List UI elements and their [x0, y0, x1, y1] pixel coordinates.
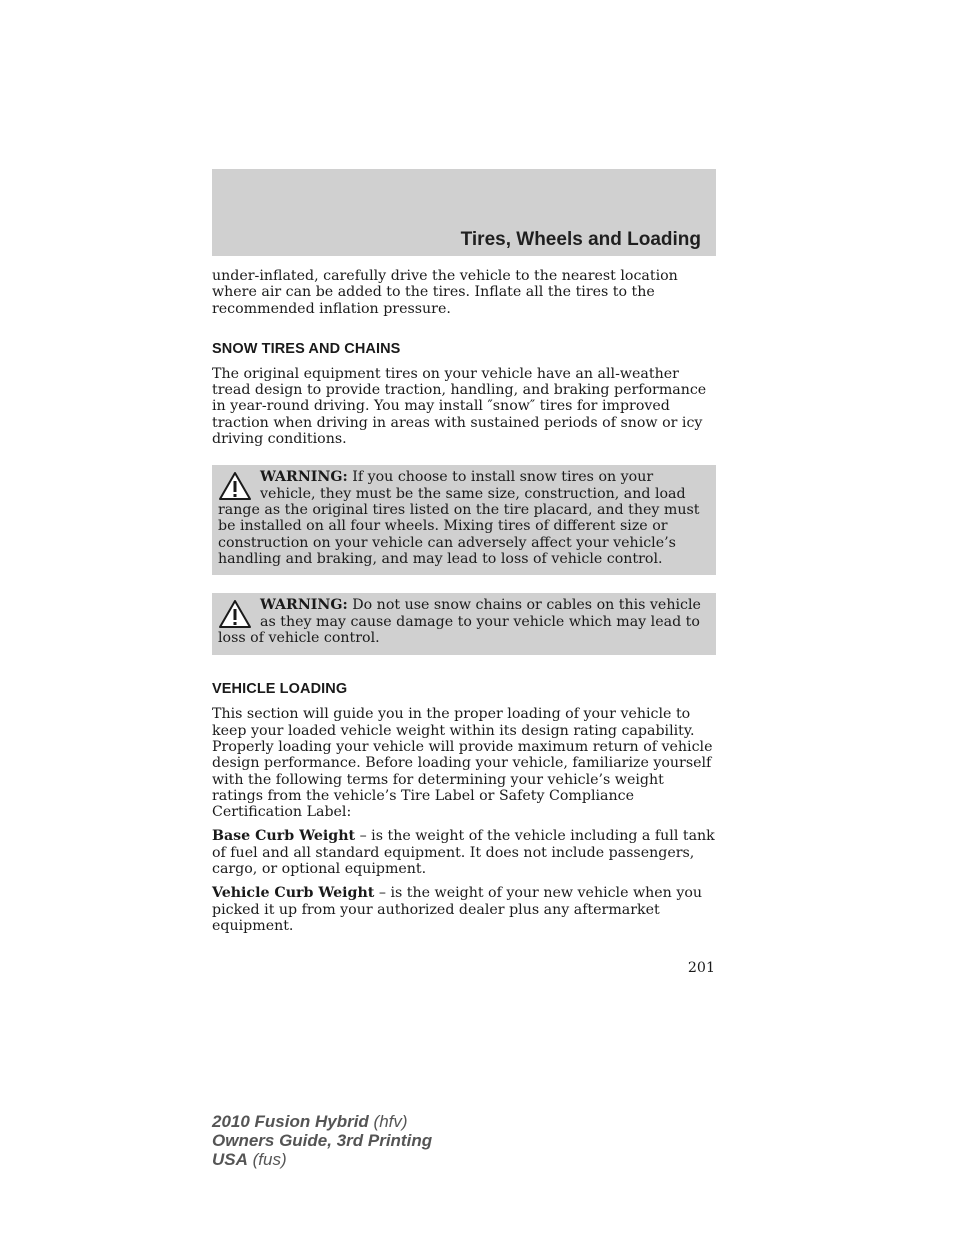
- snow-tires-paragraph: The original equipment tires on your vehicle have an all-weather tread design to provide traction, handling, and braking performance in year-round driving. You may install ″snow″ tires for improved traction when driving in areas with sustained periods of snow or icy driving conditions.: [212, 365, 707, 448]
- footer-market: USA: [212, 1150, 248, 1169]
- warning-label: WARNING:: [260, 469, 348, 486]
- page-content: [212, 268, 716, 934]
- chapter-header-band: [212, 169, 716, 256]
- warning-body: Do not use snow chains or cables on this vehicle as they may cause damage to your vehicle which may lead to loss of vehicle control.: [218, 597, 701, 646]
- vehicle-loading-heading: VEHICLE LOADING: [212, 681, 348, 698]
- footer-model-code: (hfv): [368, 1112, 408, 1131]
- warning-label: WARNING:: [260, 597, 348, 614]
- term-definition: – is the weight of the vehicle including a full tank of fuel and all standard equipment. It does not include passengers, cargo, or optional equipment.: [212, 828, 715, 878]
- footer-model: 2010 Fusion Hybrid: [212, 1112, 369, 1131]
- chapter-title: Tires, Wheels and Loading: [460, 229, 701, 250]
- page-number: 201: [687, 960, 715, 976]
- warning-body: If you choose to install snow tires on your vehicle, they must be the same size, construction, and load range as the original tires listed on the tire placard, and they must be installed on all four wheels. Mixing tires of different size or construction on your vehicle can adversely affect your vehicle’s handling and braking, and may lead to loss of vehicle control.: [218, 469, 700, 567]
- term-label: Vehicle Curb Weight: [212, 885, 375, 902]
- warning-box-snow-tires: [212, 465, 716, 575]
- term-definition: – is the weight of your new vehicle when you picked it up from your authorized dealer plus any aftermarket equipment.: [212, 885, 703, 934]
- intro-paragraph: under-inflated, carefully drive the vehicle to the nearest location where air can be added to the tires. Inflate all the tires to the recommended inflation pressure.: [212, 268, 678, 317]
- warning-triangle-icon: [218, 471, 252, 501]
- warning-triangle-icon: [218, 599, 252, 629]
- term-vehicle-curb-weight: [212, 885, 716, 934]
- snow-tires-heading: SNOW TIRES AND CHAINS: [212, 340, 401, 357]
- warning-text: [218, 597, 706, 646]
- term-label: Base Curb Weight: [212, 828, 356, 845]
- warning-text: [218, 469, 706, 567]
- document-footer: [212, 1112, 432, 1169]
- term-base-curb-weight: [212, 828, 716, 877]
- footer-market-code: (fus): [247, 1150, 287, 1169]
- footer-guide-edition: Owners Guide, 3rd Printing: [212, 1131, 433, 1150]
- vehicle-loading-paragraph: This section will guide you in the proper loading of your vehicle to keep your loaded vehicle weight within its design rating capability. Properly loading your vehicle will provide maximum return of vehicle design performance. Before loading your vehicle, familiarize yourself with the following terms for determining your vehicle’s weight ratings from the vehicle’s Tire Label or Safety Compliance Certification Label:: [212, 706, 713, 821]
- warning-box-snow-chains: [212, 593, 716, 655]
